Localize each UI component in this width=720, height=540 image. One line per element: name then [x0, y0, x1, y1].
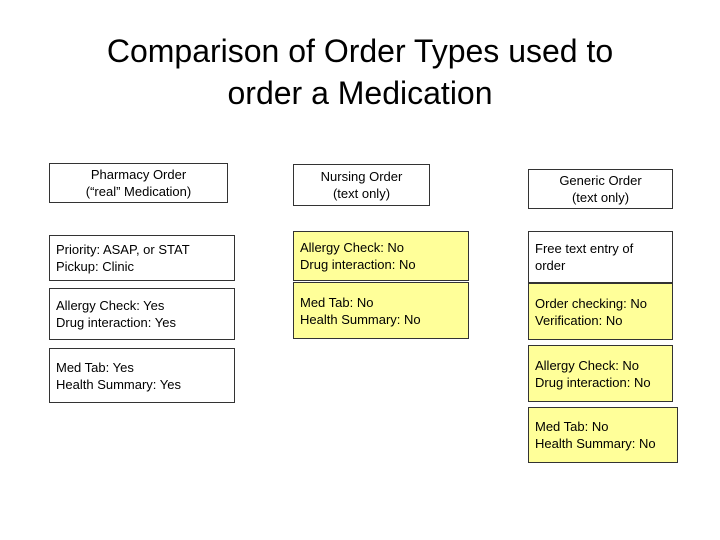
cell-line-2: Drug interaction: Yes — [56, 315, 176, 330]
cell-line-2: Health Summary: Yes — [56, 376, 182, 392]
nursing-order-allergy-box — [293, 231, 469, 281]
header-line-2: (text only) — [332, 186, 391, 201]
header-line-2: (text only) — [571, 190, 630, 205]
nursing-order-medtab-box — [293, 282, 469, 339]
pharmacy-order-allergy-box — [49, 288, 235, 340]
header-line-1: Nursing Order — [320, 169, 403, 184]
slide-title — [40, 30, 680, 114]
generic-order-medtab-box — [528, 407, 678, 463]
cell-line-1: Med Tab: No — [535, 419, 609, 434]
cell-line-1: Allergy Check: No — [300, 240, 405, 255]
pharmacy-order-header — [49, 163, 228, 203]
slide-title-line-2: order a Medication — [227, 75, 493, 111]
header-line-1: Pharmacy Order — [90, 167, 187, 182]
cell-line-2: Verification: No — [535, 312, 623, 328]
generic-order-allergy-box — [528, 345, 673, 402]
cell-line-2: Health Summary: No — [300, 311, 421, 327]
cell-line-2: Health Summary: No — [535, 436, 656, 451]
header-line-1: Generic Order — [559, 173, 642, 188]
cell-line-1: Priority: ASAP, or STAT — [56, 242, 190, 257]
cell-line-1: Allergy Check: Yes — [56, 298, 165, 313]
pharmacy-order-priority-box — [49, 235, 235, 281]
nursing-order-header — [293, 164, 430, 206]
cell-line-1: Order checking: No — [535, 295, 647, 311]
pharmacy-order-medtab-box — [49, 348, 235, 403]
cell-line-2: Pickup: Clinic — [56, 259, 135, 274]
cell-line-1: Allergy Check: No — [535, 357, 640, 373]
cell-line-1: Med Tab: No — [300, 294, 374, 310]
cell-line-2: order — [535, 258, 566, 273]
generic-order-header — [528, 169, 673, 209]
generic-order-free-text-box — [528, 231, 673, 283]
cell-line-2: Drug interaction: No — [535, 374, 651, 390]
cell-line-1: Free text entry of — [535, 241, 634, 256]
header-line-2: (“real” Medication) — [85, 184, 192, 199]
cell-line-1: Med Tab: Yes — [56, 359, 134, 375]
generic-order-checking-box — [528, 283, 673, 340]
cell-line-2: Drug interaction: No — [300, 257, 416, 272]
slide-title-line-1: Comparison of Order Types used to — [106, 33, 614, 69]
